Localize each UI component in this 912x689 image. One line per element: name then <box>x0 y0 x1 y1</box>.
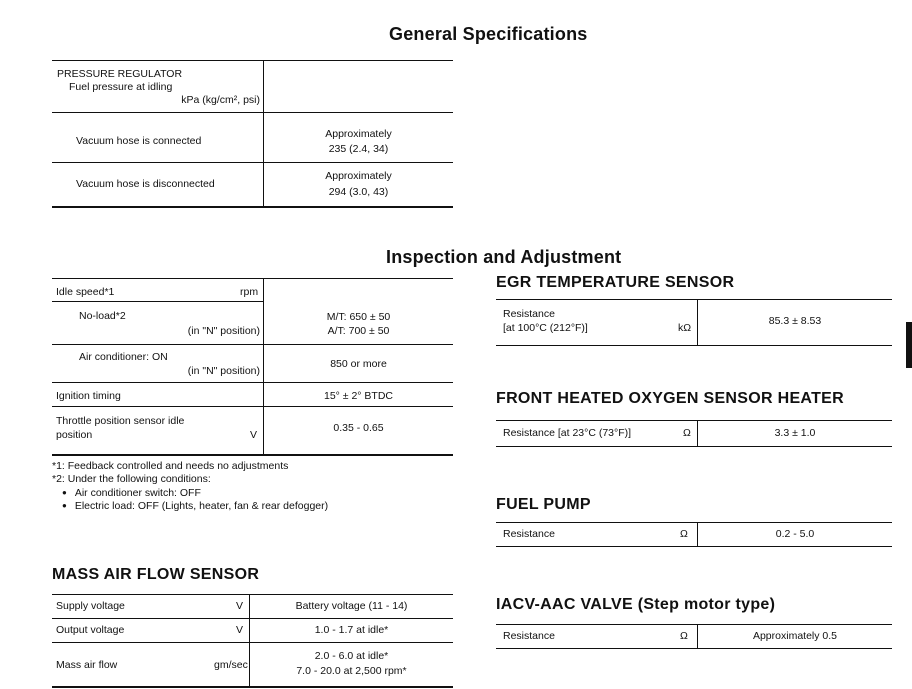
mass-air-flow-label: Mass air flow <box>56 659 118 671</box>
idle-speed-label: Idle speed*1 <box>56 286 115 298</box>
vacuum-connected-value-1: Approximately <box>325 128 392 140</box>
egr-title: EGR TEMPERATURE SENSOR <box>496 274 735 291</box>
vacuum-disconnected-value-2: 294 (3.0, 43) <box>328 186 389 198</box>
egr-value: 85.3 ± 8.53 <box>768 315 822 327</box>
fuel-pump-label: Resistance <box>503 528 555 540</box>
ac-on-value: 850 or more <box>330 358 387 370</box>
no-load-label: No-load*2 <box>79 310 126 322</box>
fuel-pressure-label: Fuel pressure at idling <box>69 81 173 93</box>
fuel-pump-unit: Ω <box>680 528 688 540</box>
egr-label-2: [at 100°C (212°F)] <box>503 322 588 334</box>
fuel-pump-title: FUEL PUMP <box>496 496 591 513</box>
vacuum-connected-label: Vacuum hose is connected <box>76 135 202 147</box>
vacuum-disconnected-value-1: Approximately <box>325 170 392 182</box>
footnote-2: *2: Under the following conditions: <box>52 473 211 485</box>
footnote-1: *1: Feedback controlled and needs no adjustments <box>52 460 289 472</box>
ignition-timing-label: Ignition timing <box>56 390 121 402</box>
page-title-general: General Specifications <box>389 24 588 44</box>
iacv-title: IACV-AAC VALVE (Step motor type) <box>496 596 776 613</box>
iacv-unit: Ω <box>680 630 688 642</box>
ac-on-label: Air conditioner: ON <box>79 351 168 363</box>
vacuum-disconnected-label: Vacuum hose is disconnected <box>76 178 215 190</box>
supply-voltage-label: Supply voltage <box>56 600 125 612</box>
footnote-bullet-1 <box>62 486 201 500</box>
no-load-at-value: A/T: 700 ± 50 <box>327 325 390 337</box>
supply-voltage-value: Battery voltage (11 - 14) <box>295 600 408 612</box>
vacuum-connected-value-2: 235 (2.4, 34) <box>328 143 389 155</box>
footnote-bullet-2 <box>62 499 328 513</box>
ac-on-position: (in "N" position) <box>187 365 260 377</box>
tps-value: 0.35 - 0.65 <box>333 422 384 434</box>
fuel-pump-value: 0.2 - 5.0 <box>775 528 815 540</box>
supply-voltage-unit: V <box>236 600 244 612</box>
output-voltage-value: 1.0 - 1.7 at idle* <box>314 624 389 636</box>
output-voltage-label: Output voltage <box>56 624 125 636</box>
tps-label-1: Throttle position sensor idle <box>56 415 185 427</box>
o2-heater-title: FRONT HEATED OXYGEN SENSOR HEATER <box>496 390 845 407</box>
mass-air-flow-value-1: 2.0 - 6.0 at idle* <box>314 650 389 662</box>
no-load-position: (in "N" position) <box>187 325 260 337</box>
no-load-mt-value: M/T: 650 ± 50 <box>326 311 391 323</box>
pressure-regulator-header: PRESSURE REGULATOR <box>57 68 183 80</box>
output-voltage-unit: V <box>236 624 244 636</box>
maf-title: MASS AIR FLOW SENSOR <box>52 566 260 583</box>
iacv-value: Approximately 0.5 <box>752 630 838 642</box>
egr-label-1: Resistance <box>503 308 555 320</box>
idle-speed-unit: rpm <box>240 286 259 298</box>
footnote-bullet-1-text: Air conditioner switch: OFF <box>74 487 201 499</box>
o2-heater-value: 3.3 ± 1.0 <box>774 427 816 439</box>
page-title-inspection: Inspection and Adjustment <box>386 247 622 267</box>
mass-air-flow-unit: gm/sec <box>214 659 248 671</box>
o2-heater-label: Resistance [at 23°C (73°F)] <box>503 427 632 439</box>
tps-unit: V <box>250 429 258 441</box>
tps-label-2: position <box>56 429 93 441</box>
footnote-bullet-2-text: Electric load: OFF (Lights, heater, fan & rear defogger) <box>74 500 329 512</box>
fuel-pressure-unit: kPa (kg/cm², psi) <box>181 94 260 106</box>
ignition-timing-value: 15° ± 2° BTDC <box>323 390 393 402</box>
section-tab-marker <box>906 322 912 368</box>
o2-heater-unit: Ω <box>683 427 691 439</box>
egr-unit: kΩ <box>678 322 692 334</box>
mass-air-flow-value-2: 7.0 - 20.0 at 2,500 rpm* <box>296 665 407 677</box>
iacv-label: Resistance <box>503 630 555 642</box>
